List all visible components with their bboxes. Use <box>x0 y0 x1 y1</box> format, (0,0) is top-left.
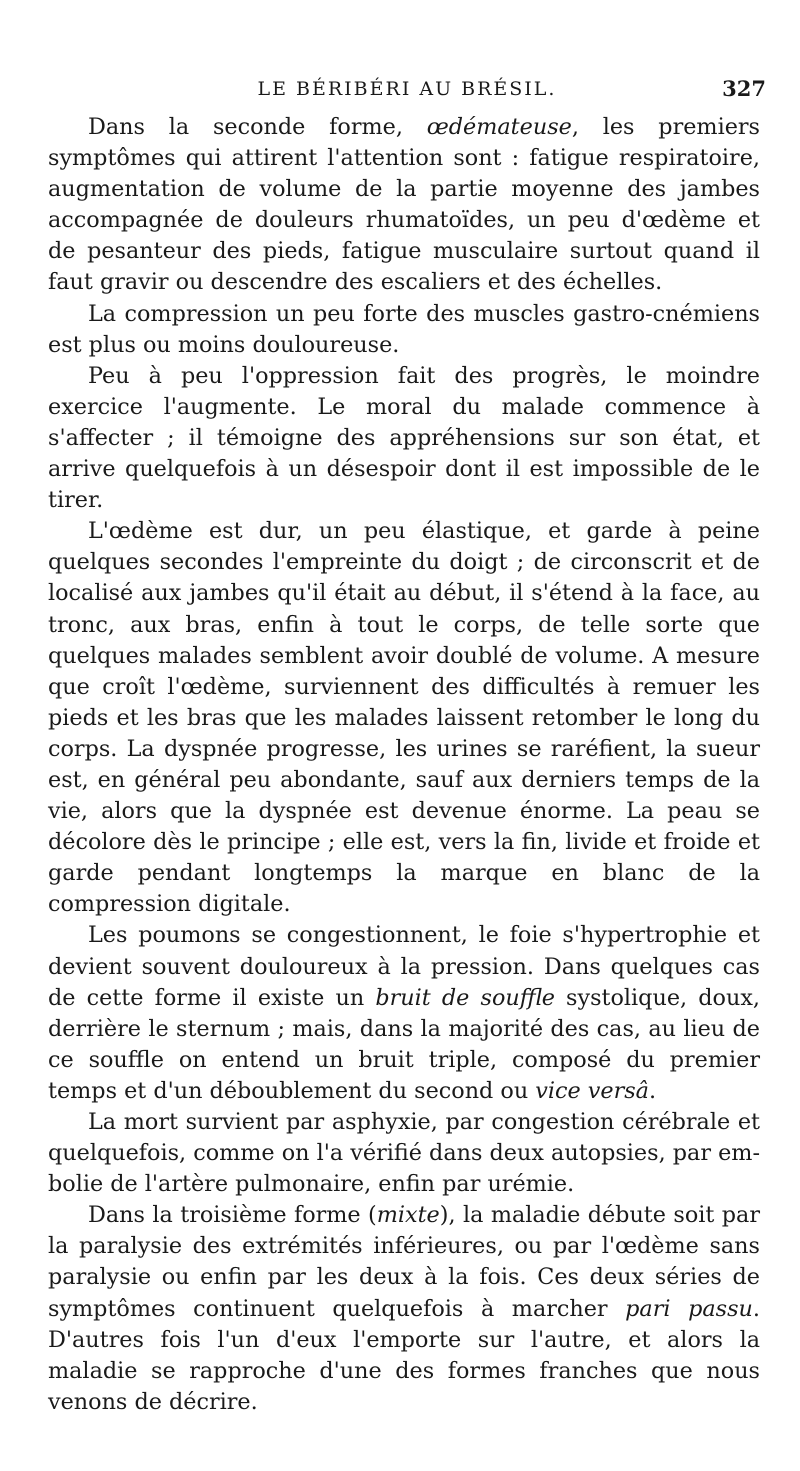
paragraph-5 <box>48 920 760 1107</box>
paragraph-3: Peu à peu l'oppression fait des progrès, le moindre exercice l'augmente. Le moral du malade commence à s'affecter ; il témoigne des appréhensions sur son état, et arrive quelquefois à un désespoir dont il est impossible de le tirer. <box>48 362 760 514</box>
paragraph-7-text-a: Dans la troisième forme ( <box>88 1202 377 1229</box>
paragraph-6: La mort survient par asphyxie, par congestion cérébrale et quelquefois, comme on l'a vérifié dans deux autopsies, par embolie de l'artère pulmonaire, enfin par urémie. <box>48 1109 760 1198</box>
paragraph-1 <box>48 112 760 299</box>
paragraph-5-text-c: . <box>648 1077 657 1104</box>
page-number: 327 <box>722 76 766 101</box>
page-header <box>48 74 766 106</box>
paragraph-5-emphasis-1: bruit de souffle <box>375 984 555 1011</box>
paragraph-7-text-c: . D'autres fois l'un d'eux l'emporte sur l'autre, et alors la maladie se rapproche d'une des formes franches que nous venons de décrire. <box>48 1295 760 1415</box>
running-title: LE BÉRIBÉRI AU BRÉSIL. <box>257 78 557 100</box>
paragraph-7-emphasis-1: mixte <box>376 1202 440 1229</box>
paragraph-5-text-b: systolique, doux, derrière le sternum ; mais, dans la majorité des cas, au lieu de ce souffle on entend un bruit triple, composé du premier temps et d'un déboublement du second ou <box>48 984 760 1104</box>
paragraph-1-emphasis: œdémateuse <box>426 114 572 140</box>
paragraph-7 <box>48 1200 760 1418</box>
paragraph-5-emphasis-2: vice versâ <box>535 1077 649 1104</box>
paragraph-2: La compression un peu forte des muscles gastro-cnémiens est plus ou moins douloureuse. <box>48 300 760 358</box>
paragraph-1-text-b: , les premiers symptômes qui attirent l'attention sont : fatigue respiratoire, augmentation de volume de la partie moyenne des jambes accompagnée de douleurs rhumatoïdes, un peu d'œdème et de pesanteur des pieds, fatigue musculaire surtout quand il faut gravir ou descendre des escaliers et des échelles. <box>48 114 760 296</box>
paragraph-7-text-b: ), la maladie débute soit par la paralysie des extrémités inférieures, ou par l'œdème sans paralysie ou enfin par les deux à la fois. Ces deux séries de symptômes continuent quelquefois à marcher <box>48 1202 760 1322</box>
body-text <box>48 112 760 1418</box>
paragraph-5-text-a: Les poumons se congestionnent, le foie s'hypertrophie et devient souvent douloureux à la pression. Dans quelques cas de cette forme il existe un <box>48 922 760 1011</box>
paragraph-7-emphasis-2: pari passu <box>625 1295 753 1322</box>
paragraph-4: L'œdème est dur, un peu élastique, et garde à peine quelques secondes l'empreinte du doigt ; de circonscrit et de localisé aux jambes qu'il était au début, il s'étend à la face, au tronc, aux bras, enfin à tout le corps, de telle sorte que quelques malades semblent avoir doublé de volume. A mesure que croît l'œdème, surviennent des difficultés à remuer les pieds et les bras que les malades laissent retomber le long du corps. La dyspnée progresse, les urines se raréfient, la sueur est, en général peu abondante, sauf aux derniers temps de la vie, alors que la dyspnée est devenue énorme. La peau se décolore dès le principe ; elle est, vers la fin, livide et froide et garde pendant longtemps la marque en blanc de la compression digitale. <box>48 518 760 918</box>
paragraph-1-text-a: Dans la seconde forme, <box>88 114 427 140</box>
